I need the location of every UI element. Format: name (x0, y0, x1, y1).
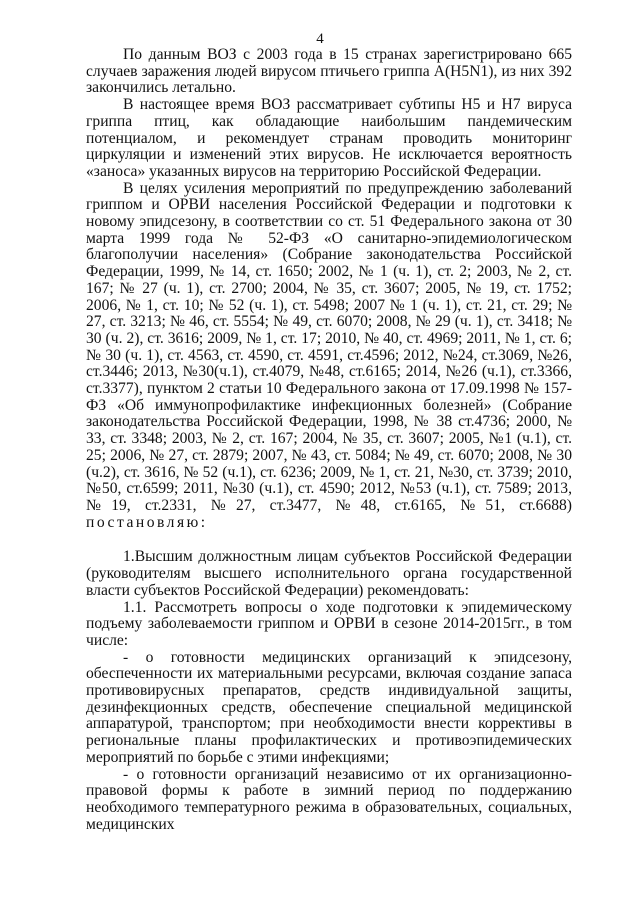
page-number: 4 (316, 31, 324, 47)
paragraph-medical-readiness: - о готовности медицинских организаций к эпидсезону, обеспеченности их материальными ресурсами, включая создание запаса противовирусных препаратов, средств индивидуальной защиты, дезинфекционных средств, обеспечение специальной медицинской аппаратурой, транспортом; при необходимости внести коррективы в региональные планы профилактических и противоэпидемических мероприятий по борьбе с этими инфекциями; (86, 648, 572, 766)
document-body (86, 47, 572, 833)
paragraph-item-1: 1.Высшим должностным лицам субъектов Российской Федерации (руководителям высшего исполнительного органа государственной власти субъектов Российской Федерации) рекомендовать: (86, 548, 572, 599)
paragraph-organizations-readiness: - о готовности организаций независимо от их организационно-правовой формы к работе в зимний период по поддержанию необходимого температурного режима в образовательных, социальных, медицинских (86, 765, 572, 833)
paragraph-who-stats: По данным ВОЗ с 2003 года в 15 странах зарегистрировано 665 случаев заражения людей вирусом птичьего гриппа A(H5N1), из них 392 закончились летально. (86, 46, 572, 97)
paragraph-subtypes: В настоящее время ВОЗ рассматривает субтипы H5 и H7 вируса гриппа птиц, как обладающие наибольшим пандемическим потенциалом, и рекомендует странам проводить мониторинг циркуляции и изменений этих вирусов. Не исключается вероятность «заноса» указанных вирусов на территорию Российской Федерации. (86, 96, 572, 180)
paragraph-item-1-1: 1.1. Рассмотреть вопросы о ходе подготовки к эпидемическому подъему заболеваемости гриппом и ОРВИ в сезоне 2014-2015гг., в том числе: (86, 598, 572, 649)
legal-basis-text: В целях усиления мероприятий по предупреждению заболеваний гриппом и ОРВИ населения Российской Федерации и подготовки к новому эпидсезону, в соответствии со ст. 51 Федерального закона от 30 марта 1999 года № 52-ФЗ «О санитарно-эпидемиологическом благополучии населения» (Собрание законодательства Российской Федерации, 1999, № 14, ст. 1650; 2002, № 1 (ч. 1), ст. 2; 2003, № 2, ст. 167; № 27 (ч. 1), ст. 2700; 2004, № 35, ст. 3607; 2005, № 19, ст. 1752; 2006, № 1, ст. 10; № 52 (ч. 1), ст. 5498; 2007 № 1 (ч. 1), ст. 21, ст. 29; № 27, ст. 3213; № 46, ст. 5554; № 49, ст. 6070; 2008, № 29 (ч. 1), ст. 3418; № 30 (ч. 2), ст. 3616; 2009, № 1, ст. 17; 2010, № 40, ст. 4969; 2011, № 1, ст. 6; № 30 (ч. 1), ст. 4563, ст. 4590, ст. 4591, ст.4596; 2012, №24, ст.3069, №26, ст.3446; 2013, №30(ч.1), ст.4079, №48, ст.6165; 2014, №26 (ч.1), ст.3366, ст.3377), пунктом 2 статьи 10 Федерального закона от 17.09.1998 № 157-ФЗ «Об иммунопрофилактике инфекционных болезней» (Собрание законодательства Российской Федерации, 1998, № 38 ст.4736; 2000, № 33, ст. 3348; 2003, № 2, ст. 167; 2004, № 35, ст. 3607; 2005, №1 (ч.1), ст. 25; 2006, № 27, ст. 2879; 2007, № 43, ст. 5084; № 49, ст. 6070; 2008, № 30 (ч.2), ст. 3616, № 52 (ч.1), ст. 6236; 2009, № 1, ст. 21, №30, ст. 3739; 2010, №50, ст.6599; 2011, №30 (ч.1), ст. 4590; 2012, №53 (ч.1), ст. 7589; 2013, №19, ст.2331, №27, ст.3477, №48, ст.6165, №51, ст.6688) (86, 179, 572, 514)
paragraph-legal-basis (86, 181, 572, 532)
paragraph-gap (86, 531, 572, 549)
decree-word: постановляю: (86, 513, 208, 531)
